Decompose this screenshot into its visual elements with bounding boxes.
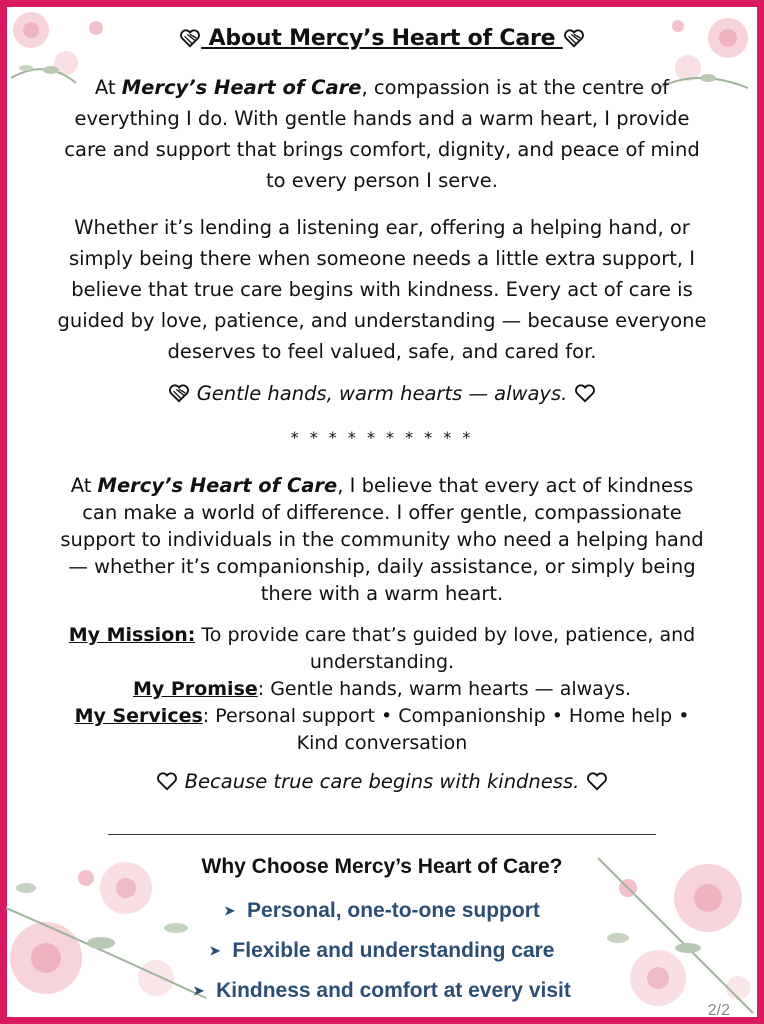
arrow-bullet-icon: ➤ — [193, 983, 205, 998]
tagline-1-text: Gentle hands, warm hearts — always. — [196, 382, 568, 405]
brand-name: Mercy’s Heart of Care — [121, 76, 362, 99]
community-paragraph — [0, 472, 764, 607]
services-text: : Personal support • Companionship • Home help • Kind conversation — [202, 705, 690, 754]
list-item — [0, 935, 764, 975]
kindness-paragraph: Whether it’s lending a listening ear, offering a helping hand, or simply being there when someone needs a little extra support, I believe that true care begins with kindness. Every act of care is guided by love, patience, and understanding — because everyone deserves to feel valued, safe, and cared for. — [57, 216, 707, 363]
intro-body: , compassion is at the centre of everything I do. With gentle hands and a warm heart, I provide care and support that brings comfort, dignity, and peace of mind to every person I serve. — [64, 76, 700, 192]
community-body: , I believe that every act of kindness can make a world of difference. I offer gentle, compassionate support to individuals in the community who need a helping hand — whether it’s companionship, daily assistance, or simply being there with a warm heart. — [60, 474, 704, 605]
tagline-1 — [0, 382, 764, 405]
why-choose-heading: Why Choose Mercy’s Heart of Care? — [201, 855, 563, 878]
heart-icon — [168, 383, 190, 403]
heart-icon — [563, 28, 585, 48]
page-number: 2/2 — [707, 1002, 730, 1019]
divider-line — [108, 834, 656, 835]
arrow-bullet-icon: ➤ — [224, 903, 236, 918]
tagline-2-text: Because true care begins with kindness. — [184, 770, 580, 793]
promise-label: My Promise — [133, 678, 258, 700]
arrow-bullet-icon: ➤ — [209, 943, 221, 958]
mission-text: To provide care that’s guided by love, patience, and understanding. — [195, 624, 696, 673]
heart-outline-icon — [586, 771, 608, 791]
services-line — [56, 703, 708, 757]
promise-text: : Gentle hands, warm hearts — always. — [257, 678, 631, 700]
mission-line — [56, 622, 708, 676]
intro-paragraph — [0, 72, 764, 196]
brand-name: Mercy’s Heart of Care — [97, 474, 338, 497]
title-text: About Mercy’s Heart of Care — [208, 26, 556, 51]
mission-block — [0, 622, 764, 757]
community-lead: At — [70, 474, 98, 497]
services-label: My Services — [74, 705, 203, 727]
promise-line — [56, 676, 708, 703]
heart-outline-icon — [156, 771, 178, 791]
intro-lead: At — [94, 76, 122, 99]
why-choose-list — [0, 895, 764, 1015]
list-item-text: Personal, one-to-one support — [247, 899, 540, 922]
heart-outline-icon — [574, 383, 596, 403]
list-item-text: Kindness and comfort at every visit — [216, 979, 571, 1002]
mission-label: My Mission: — [68, 624, 196, 646]
list-item — [0, 895, 764, 935]
list-item — [0, 975, 764, 1015]
heart-icon — [179, 28, 201, 48]
page-title — [0, 26, 764, 51]
star-separator: * * * * * * * * * * — [290, 428, 474, 447]
list-item-text: Flexible and understanding care — [232, 939, 555, 962]
tagline-2 — [0, 770, 764, 793]
